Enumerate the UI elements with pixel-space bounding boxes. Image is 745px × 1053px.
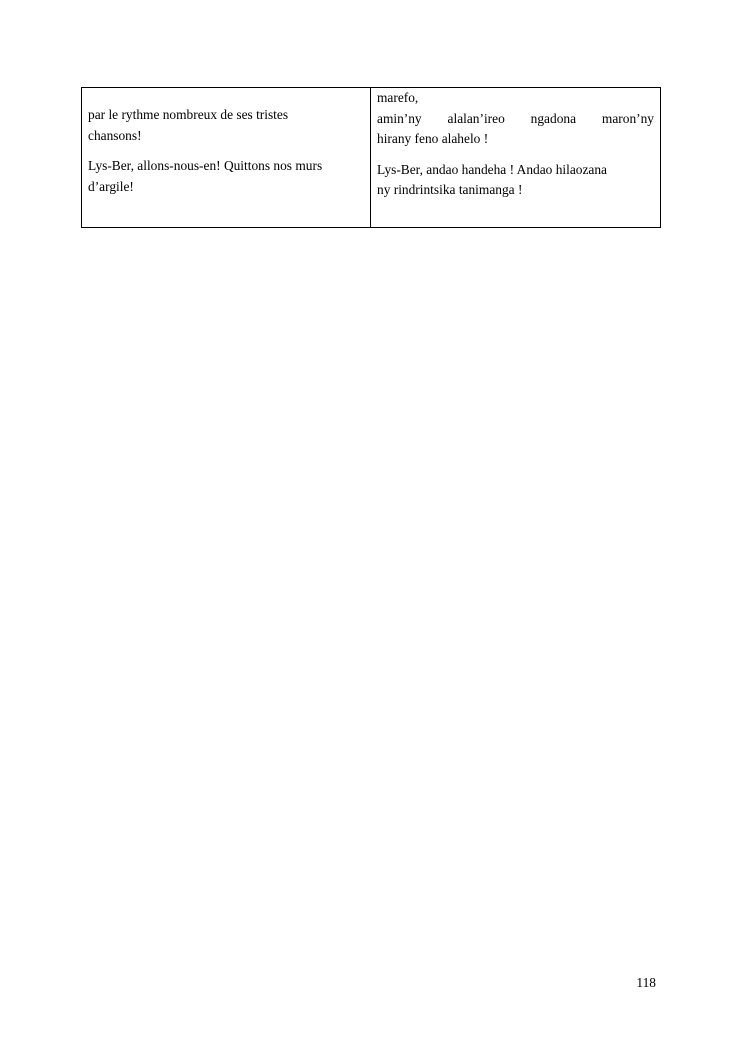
- malagasy-line: hirany feno alahelo !: [377, 131, 489, 146]
- french-stanza-1: [88, 105, 364, 146]
- table-row: [82, 88, 661, 228]
- malagasy-column-cell: [371, 88, 661, 228]
- malagasy-line: ny rindrintsika tanimanga !: [377, 182, 523, 197]
- french-text-block: [82, 88, 370, 197]
- malagasy-line: Lys-Ber, andao handeha ! Andao hilaozana: [377, 161, 607, 177]
- malagasy-text-block: [371, 88, 660, 201]
- bilingual-poem-table: [81, 87, 661, 228]
- malagasy-stanza-2: [377, 160, 654, 201]
- french-line: Lys-Ber, allons-nous-en! Quittons nos murs: [88, 158, 323, 173]
- french-column-cell: [82, 88, 371, 228]
- french-line: chansons!: [88, 127, 142, 143]
- page-number: 118: [636, 975, 656, 990]
- malagasy-stanza-1: [377, 88, 654, 150]
- malagasy-line: marefo,: [377, 90, 419, 105]
- french-stanza-2: [88, 156, 364, 197]
- malagasy-line: amin’ny alalan’ireo ngadona maron’ny: [377, 110, 654, 126]
- french-line: par le rythme nombreux de ses tristes: [88, 107, 289, 122]
- french-line: d’argile!: [88, 178, 134, 194]
